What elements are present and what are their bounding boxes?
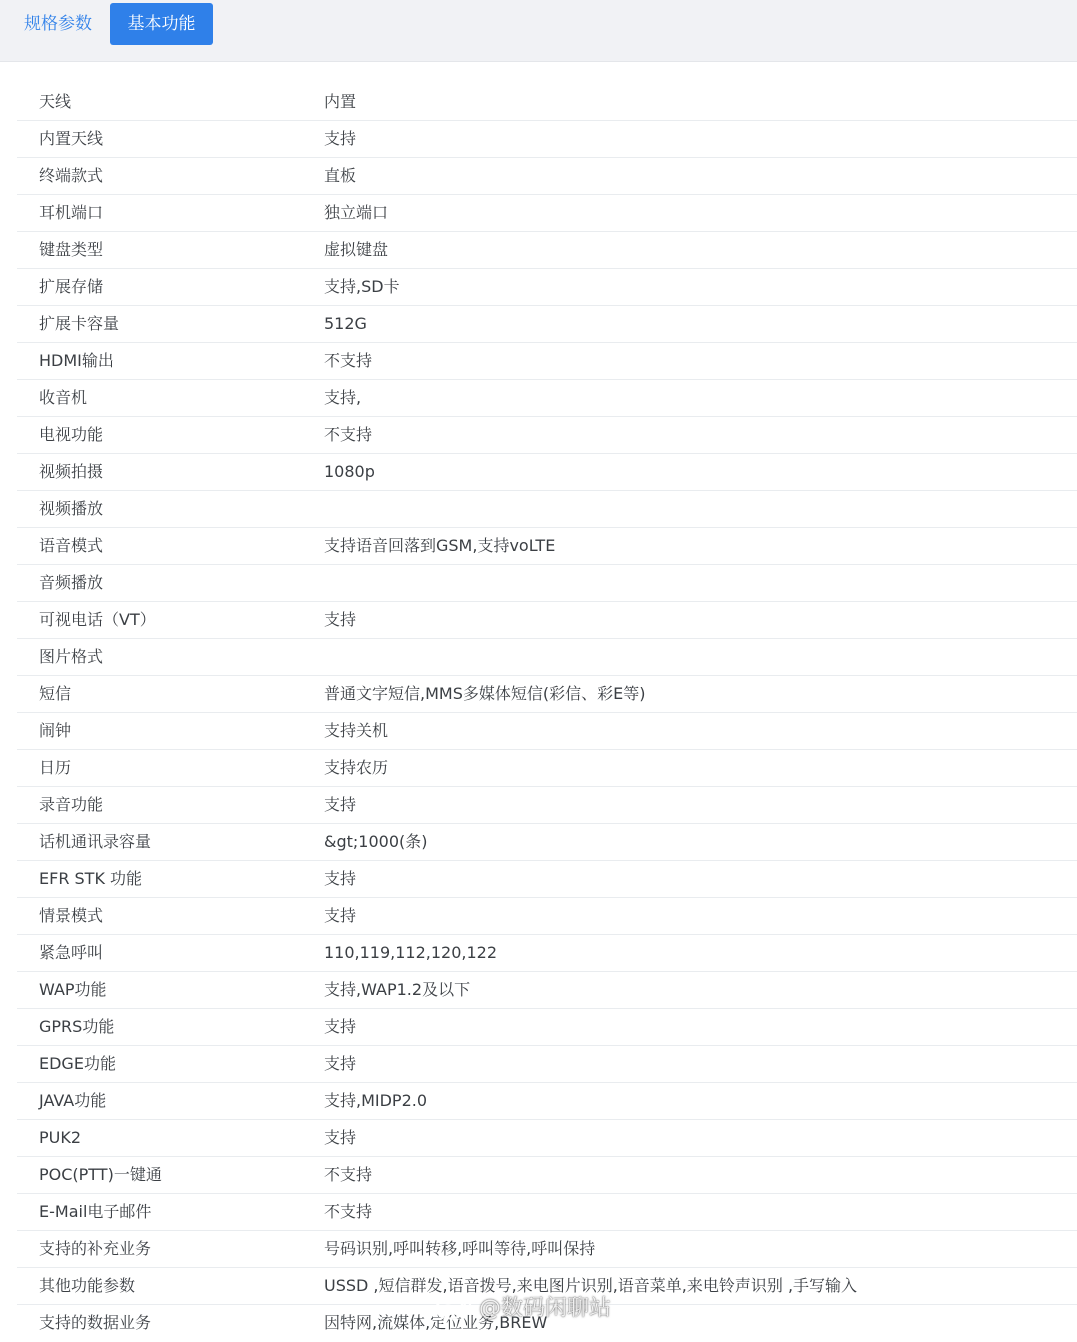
tab-basic-functions[interactable]: 基本功能 [110, 3, 213, 45]
row-label: GPRS功能 [39, 1017, 115, 1036]
table-row [17, 491, 1077, 528]
row-value: 不支持 [324, 1202, 373, 1221]
table-row [17, 713, 1077, 750]
row-value: 支持,WAP1.2及以下 [324, 980, 471, 999]
row-label: 天线 [39, 92, 72, 111]
row-label: E-Mail电子邮件 [39, 1202, 152, 1221]
row-value: 支持,MIDP2.0 [324, 1091, 428, 1110]
row-value: 不支持 [324, 1165, 373, 1184]
row-label: 耳机端口 [39, 203, 104, 222]
row-value: 支持 [324, 1017, 357, 1036]
row-value: USSD ,短信群发,语音拨号,来电图片识别,语音菜单,来电铃声识别 ,手写输入 [324, 1276, 858, 1295]
table-row [17, 565, 1077, 602]
row-label: EFR STK 功能 [39, 869, 143, 888]
row-label: 图片格式 [39, 647, 104, 666]
tab-bar [0, 0, 1077, 62]
row-value: 支持 [324, 1054, 357, 1073]
row-label: 情景模式 [39, 906, 104, 925]
row-value: &gt;1000(条) [324, 832, 428, 851]
table-row [17, 1046, 1077, 1083]
weibo-icon [433, 1291, 473, 1321]
table-row [17, 269, 1077, 306]
row-label: HDMI输出 [39, 351, 114, 370]
table-row [17, 158, 1077, 195]
table-row [17, 1157, 1077, 1194]
row-label: 其他功能参数 [39, 1276, 136, 1295]
table-row [17, 1083, 1077, 1120]
row-label: 闹钟 [39, 721, 72, 740]
row-value: 支持,SD卡 [324, 277, 400, 296]
table-row [17, 676, 1077, 713]
row-value: 号码识别,呼叫转移,呼叫等待,呼叫保持 [324, 1239, 596, 1258]
table-row [17, 787, 1077, 824]
row-label: WAP功能 [39, 980, 107, 999]
row-value: 支持语音回落到GSM,支持voLTE [324, 536, 556, 555]
row-label: POC(PTT)一键通 [39, 1165, 162, 1184]
table-row [17, 972, 1077, 1009]
row-label: 音频播放 [39, 573, 104, 592]
row-label: 日历 [39, 758, 72, 777]
row-label: 支持的补充业务 [39, 1239, 152, 1258]
tab-spec-params[interactable]: 规格参数 [24, 14, 92, 34]
row-value: 支持 [324, 795, 357, 814]
spec-table [17, 84, 1077, 1342]
table-row [17, 602, 1077, 639]
table-row [17, 861, 1077, 898]
table-row [17, 84, 1077, 121]
row-label: 终端款式 [39, 166, 104, 185]
row-value: 1080p [324, 462, 375, 481]
row-label: 内置天线 [39, 129, 104, 148]
row-label: 电视功能 [39, 425, 104, 444]
row-label: 扩展存储 [39, 277, 104, 296]
row-label: 录音功能 [39, 795, 104, 814]
row-value: 不支持 [324, 425, 373, 444]
row-label: 视频播放 [39, 499, 104, 518]
row-label: EDGE功能 [39, 1054, 116, 1073]
watermark-text: @数码闲聊站 [479, 1295, 612, 1321]
table-row [17, 528, 1077, 565]
row-value: 普通文字短信,MMS多媒体短信(彩信、彩E等) [324, 684, 646, 703]
row-label: 视频拍摄 [39, 462, 104, 481]
row-label: 短信 [39, 684, 72, 703]
row-label: 语音模式 [39, 536, 104, 555]
row-label: JAVA功能 [39, 1091, 107, 1110]
table-row [17, 898, 1077, 935]
row-label: 紧急呼叫 [39, 943, 104, 962]
table-row [17, 417, 1077, 454]
table-row [17, 1194, 1077, 1231]
row-value: 支持 [324, 610, 357, 629]
table-row [17, 380, 1077, 417]
row-value: 支持, [324, 388, 362, 407]
row-label: PUK2 [39, 1128, 82, 1147]
row-label: 支持的数据业务 [39, 1313, 152, 1332]
row-value: 支持 [324, 906, 357, 925]
table-row [17, 750, 1077, 787]
row-label: 扩展卡容量 [39, 314, 120, 333]
row-value: 支持农历 [324, 758, 389, 777]
row-value: 支持 [324, 129, 357, 148]
row-label: 收音机 [39, 388, 88, 407]
row-label: 键盘类型 [39, 240, 104, 259]
row-value: 支持关机 [324, 721, 389, 740]
row-value: 虚拟键盘 [324, 240, 389, 259]
row-value: 110,119,112,120,122 [324, 943, 498, 962]
table-row [17, 195, 1077, 232]
table-row [17, 343, 1077, 380]
table-row [17, 1009, 1077, 1046]
row-value: 支持 [324, 869, 357, 888]
row-value: 因特网,流媒体,定位业务,BREW [324, 1313, 548, 1332]
table-row [17, 639, 1077, 676]
watermark [433, 1288, 611, 1324]
table-row [17, 824, 1077, 861]
row-value: 不支持 [324, 351, 373, 370]
table-row [17, 306, 1077, 343]
table-row [17, 232, 1077, 269]
table-row [17, 1231, 1077, 1268]
table-row [17, 454, 1077, 491]
table-row [17, 935, 1077, 972]
row-value: 独立端口 [324, 203, 389, 222]
table-row [17, 1120, 1077, 1157]
row-value: 直板 [324, 166, 357, 185]
row-value: 512G [324, 314, 367, 333]
table-row [17, 121, 1077, 158]
row-label: 可视电话（VT） [39, 610, 156, 629]
row-value: 支持 [324, 1128, 357, 1147]
row-label: 话机通讯录容量 [39, 832, 152, 851]
row-value: 内置 [324, 92, 357, 111]
